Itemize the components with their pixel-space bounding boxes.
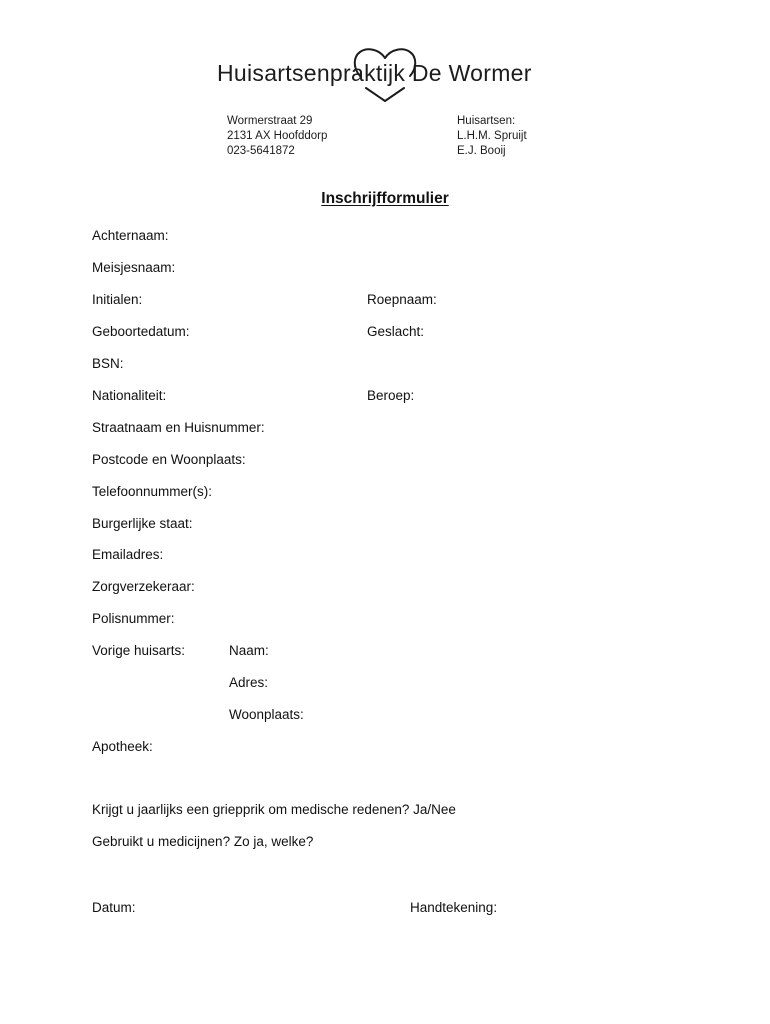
label-adres: Adres: (229, 675, 269, 690)
label-handtekening: Handtekening: (410, 900, 498, 915)
label-naam: Naam: (229, 643, 269, 658)
label-telefoon: Telefoonnummer(s): (92, 484, 213, 499)
label-email: Emailadres: (92, 547, 164, 562)
label-woonplaats: Woonplaats: (229, 707, 304, 722)
label-meisjesnaam: Meisjesnaam: (92, 260, 176, 275)
label-burgerlijke-staat: Burgerlijke staat: (92, 516, 193, 531)
label-postcode: Postcode en Woonplaats: (92, 452, 246, 467)
label-vorige-huisarts: Vorige huisarts: (92, 643, 186, 658)
label-polisnummer: Polisnummer: (92, 611, 175, 626)
doctor-1: L.H.M. Spruijt (457, 130, 527, 142)
label-apotheek: Apotheek: (92, 739, 153, 754)
label-roepnaam: Roepnaam: (367, 292, 437, 307)
label-beroep: Beroep: (367, 388, 415, 403)
question-medicijnen: Gebruikt u medicijnen? Zo ja, welke? (92, 834, 314, 849)
address-street: Wormerstraat 29 (227, 115, 313, 127)
label-initialen: Initialen: (92, 292, 143, 307)
question-griepprik: Krijgt u jaarlijks een griepprik om medische redenen? Ja/Nee (92, 802, 456, 817)
label-nationaliteit: Nationaliteit: (92, 388, 167, 403)
label-datum: Datum: (92, 900, 136, 915)
label-geslacht: Geslacht: (367, 324, 425, 339)
label-bsn: BSN: (92, 356, 124, 371)
doctors-list (457, 114, 527, 159)
practice-address (227, 114, 327, 159)
doctor-2: E.J. Booij (457, 145, 506, 157)
label-achternaam: Achternaam: (92, 228, 169, 243)
doctors-heading: Huisartsen: (457, 115, 516, 127)
heart-icon (352, 46, 418, 104)
label-straatnaam: Straatnaam en Huisnummer: (92, 420, 265, 435)
practice-name: Huisartsenpraktijk De Wormer (217, 60, 532, 86)
form-title: Inschrijfformulier (321, 190, 449, 207)
label-zorgverzekeraar: Zorgverzekeraar: (92, 579, 195, 594)
address-postcode-city: 2131 AX Hoofddorp (227, 130, 328, 142)
address-phone: 023-5641872 (227, 145, 295, 157)
label-geboortedatum: Geboortedatum: (92, 324, 190, 339)
